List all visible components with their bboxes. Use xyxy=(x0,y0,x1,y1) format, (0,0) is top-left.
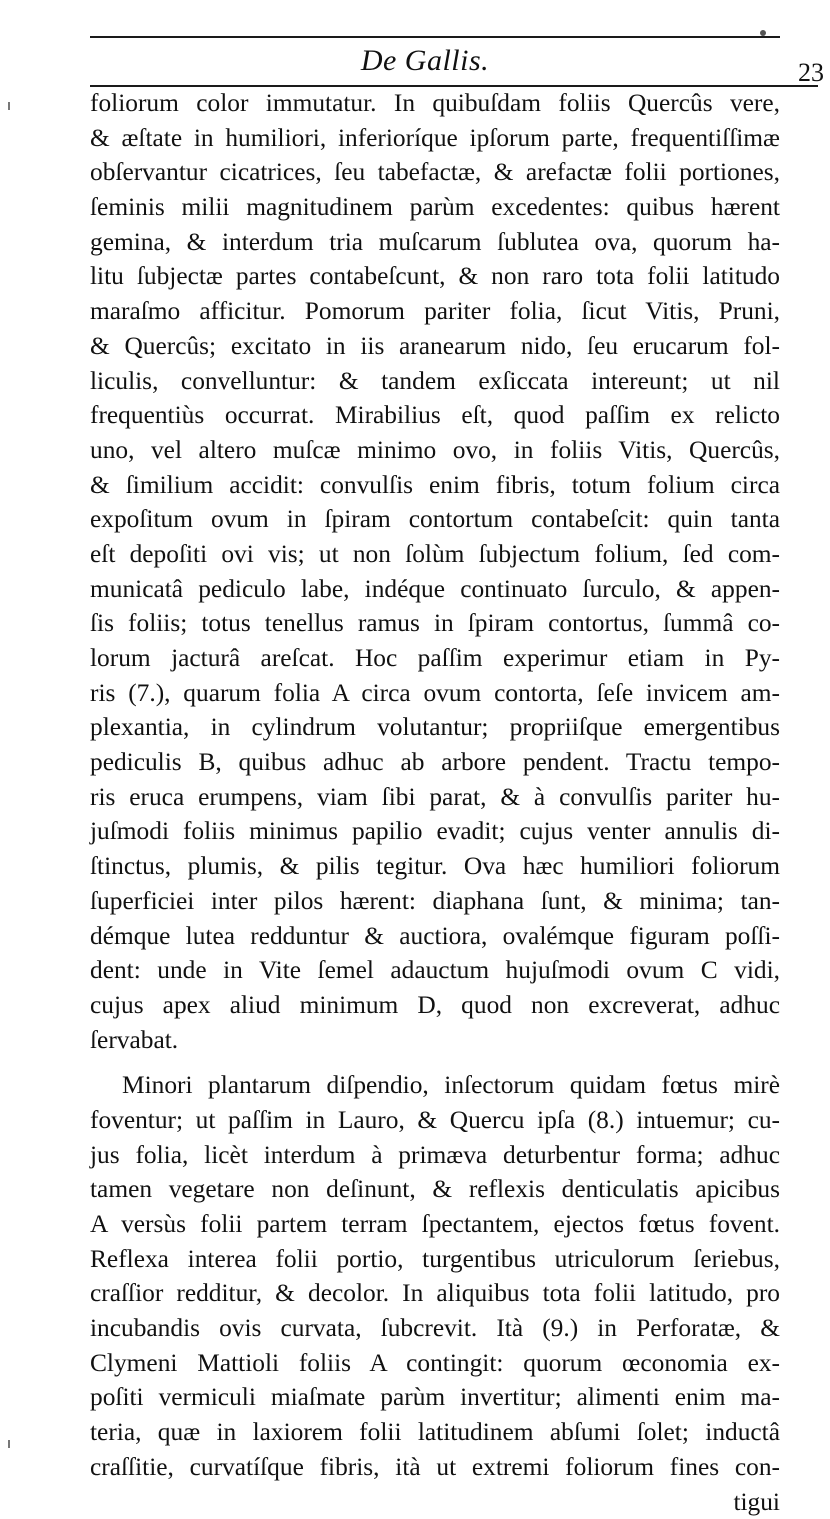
margin-mark xyxy=(8,1440,10,1448)
ink-speck xyxy=(760,30,766,36)
text-line: pediculis B, quibus adhuc ab arbore pendent. Tractu tempo- xyxy=(90,745,780,780)
text-line: litu ſubjectæ partes contabeſcunt, & non raro tota folii latitudo xyxy=(90,259,780,294)
text-line: ris (7.), quarum folia A circa ovum contorta, ſeſe invicem am- xyxy=(90,676,780,711)
text-line: ris eruca erumpens, viam ſibi parat, & à convulſis pariter hu- xyxy=(90,780,780,815)
text-line: ſis foliis; totus tenellus ramus in ſpiram contortus, ſummâ co- xyxy=(90,606,780,641)
margin-mark xyxy=(8,102,10,110)
text-line: jus folia, licèt interdum à primæva deturbentur forma; adhuc xyxy=(90,1138,780,1173)
text-line: poſiti vermiculi miaſmate parùm invertitur; alimenti enim ma- xyxy=(90,1380,780,1415)
text-line: craſſitie, curvatíſque fibris, ità ut extremi foliorum fines con- xyxy=(90,1450,780,1485)
text-line: obſervantur cicatrices, ſeu tabefactæ, & arefactæ folii portiones, xyxy=(90,155,780,190)
text-line: municatâ pediculo labe, indéque continuato ſurculo, & appen- xyxy=(90,572,780,607)
text-line: plexantia, in cylindrum volutantur; propriiſque emergentibus xyxy=(90,710,780,745)
text-line: foventur; ut paſſim in Lauro, & Quercu ipſa (8.) intuemur; cu- xyxy=(90,1103,780,1138)
text-line: Reflexa interea folii portio, turgentibus utriculorum ſeriebus, xyxy=(90,1242,780,1277)
header-top-rule xyxy=(90,36,780,38)
text-line: teria, quæ in laxiorem folii latitudinem abſumi ſolet; inductâ xyxy=(90,1415,780,1450)
text-line: maraſmo afficitur. Pomorum pariter folia, ſicut Vitis, Pruni, xyxy=(90,294,780,329)
catchword: tigui xyxy=(90,1485,780,1519)
text-line: ſuperficiei inter pilos hærent: diaphana ſunt, & minima; tan- xyxy=(90,884,780,919)
text-line: craſſior redditur, & decolor. In aliquibus tota folii latitudo, pro xyxy=(90,1276,780,1311)
text-line: gemina, & interdum tria muſcarum ſublutea ova, quorum ha- xyxy=(90,225,780,260)
body-text xyxy=(90,86,780,1519)
text-line: & ſimilium accidit: convulſis enim fibris, totum folium circa xyxy=(90,468,780,503)
text-line: tamen vegetare non deſinunt, & reflexis denticulatis apicibus xyxy=(90,1172,780,1207)
text-line: foliorum color immutatur. In quibuſdam foliis Quercûs vere, xyxy=(90,86,780,121)
text-line: Clymeni Mattioli foliis A contingit: quorum œconomia ex- xyxy=(90,1346,780,1381)
text-line: eſt depoſiti ovi vis; ut non ſolùm ſubjectum folium, ſed com- xyxy=(90,537,780,572)
text-line: ſervabat. xyxy=(90,1023,780,1058)
text-line: juſmodi foliis minimus papilio evadit; cujus venter annulis di- xyxy=(90,814,780,849)
text-line: frequentiùs occurrat. Mirabilius eſt, quod paſſim ex relicto xyxy=(90,398,780,433)
text-line: A versùs folii partem terram ſpectantem, ejectos fœtus fovent. xyxy=(90,1207,780,1242)
text-line: expoſitum ovum in ſpiram contortum contabeſcit: quin tanta xyxy=(90,502,780,537)
text-line: ſtinctus, plumis, & pilis tegitur. Ova hæc humiliori foliorum xyxy=(90,849,780,884)
text-line: & æſtate in humiliori, inferioríque ipſorum parte, frequentiſſimæ xyxy=(90,121,780,156)
running-head: De Gallis. xyxy=(90,44,760,78)
text-line: liculis, convelluntur: & tandem exſiccata intereunt; ut nil xyxy=(90,364,780,399)
page-number: 23 xyxy=(798,58,824,88)
text-line: cujus apex aliud minimum D, quod non excreverat, adhuc xyxy=(90,988,780,1023)
text-line: ſeminis milii magnitudinem parùm excedentes: quibus hærent xyxy=(90,190,780,225)
text-line: démque lutea redduntur & auctiora, ovalémque figuram poſſi- xyxy=(90,919,780,954)
text-line: incubandis ovis curvata, ſubcrevit. Ità (9.) in Perforatæ, & xyxy=(90,1311,780,1346)
paragraph-first-line: Minori plantarum diſpendio, inſectorum quidam fœtus mirè xyxy=(90,1068,780,1103)
text-line: uno, vel altero muſcæ minimo ovo, in foliis Vitis, Quercûs, xyxy=(90,433,780,468)
text-line: dent: unde in Vite ſemel adauctum hujuſmodi ovum C vidi, xyxy=(90,953,780,988)
text-line: & Quercûs; excitato in iis aranearum nido, ſeu erucarum fol- xyxy=(90,329,780,364)
text-line: lorum jacturâ areſcat. Hoc paſſim experimur etiam in Py- xyxy=(90,641,780,676)
